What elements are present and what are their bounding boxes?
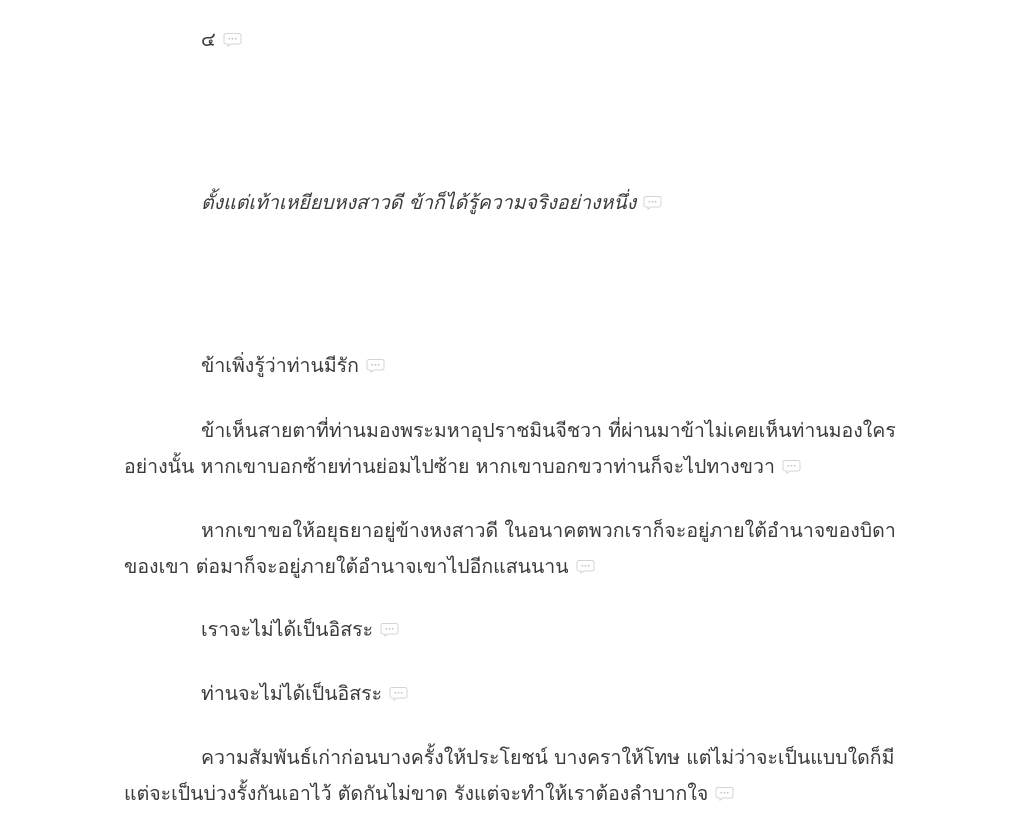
- paragraph-6: [124, 612, 899, 648]
- paragraph-text: ความสัมพันธ์เก่าก่อนบางครั้งให้ประโยชน์ บางคราให้โทษ แต่ไม่ว่าจะเป็นแบบใดก็มีแต่จะเป็นบ่วงรั้งกันเอาไว้ ตัดกันไม่ขาด รังแต่จะทำให้เราต้องลำบากใจ: [124, 746, 895, 805]
- paragraph-text: เราจะไม่ได้เป็นอิสระ: [201, 618, 374, 641]
- paragraph-text: ข้าเห็นสายตาที่ท่านมองพระมหาอุปราชมินจีชวา ที่ผ่านมาข้าไม่เคยเห็นท่านมองใครอย่างนั้น หากเขาบอกซ้ายท่านย่อมไปซ้าย หากเขาบอกขวาท่านก็จะไปทางขวา: [124, 419, 896, 478]
- comment-bubble-icon[interactable]: [576, 559, 595, 574]
- comment-bubble-icon[interactable]: [389, 686, 408, 701]
- paragraph-2: [124, 185, 899, 221]
- paragraph-7: [124, 676, 899, 712]
- comment-bubble-icon[interactable]: [782, 459, 801, 474]
- comment-bubble-icon[interactable]: [366, 358, 385, 373]
- paragraph-text: ข้าเพิ่งรู้ว่าท่านมีรัก: [201, 354, 359, 377]
- comment-bubble-icon[interactable]: [223, 32, 242, 47]
- comment-bubble-icon[interactable]: [380, 622, 399, 637]
- paragraph-3: [124, 348, 899, 384]
- paragraph-4: [124, 413, 899, 485]
- paragraph-text: หากเขาขอให้อยุธยาอยู่ข้างหงสาวดี ในอนาคตพวกเราก็จะอยู่ภายใต้อำนาจของบิดาของเขา ต่อมาก็จะอยู่ภายใต้อำนาจเขาไปอีกแสนนาน: [124, 519, 896, 578]
- paragraph-5: [124, 513, 899, 585]
- comment-bubble-icon[interactable]: [643, 195, 662, 210]
- comment-bubble-icon[interactable]: [715, 786, 734, 801]
- paragraph-8: [124, 740, 899, 812]
- paragraph-1: [124, 22, 899, 58]
- paragraph-text: ๔: [201, 28, 216, 51]
- paragraph-text: ตั้งแต่เท้าเหยียบหงสาวดี ข้าก็ได้รู้ความจริงอย่างหนึ่ง: [201, 191, 637, 214]
- paragraph-text: ท่านจะไม่ได้เป็นอิสระ: [201, 682, 383, 705]
